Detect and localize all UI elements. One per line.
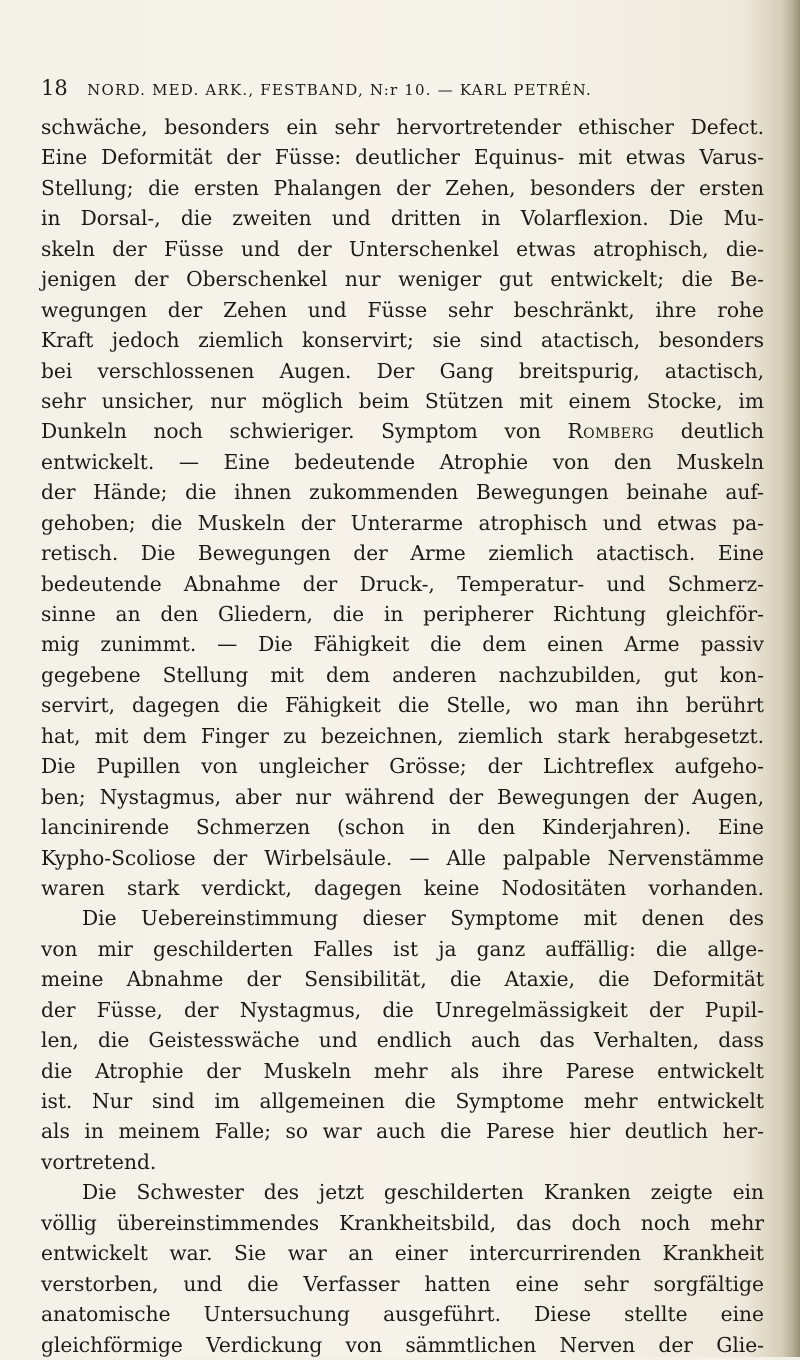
page-edge-shadow <box>782 0 800 1357</box>
text-line: entwickelt war. Sie war an einer intercurrirenden Krankheit <box>41 1241 764 1266</box>
text-line: mig zunimmt. — Die Fähigkeit die dem einen Arme passiv <box>41 632 764 657</box>
text-line: sinne an den Gliedern, die in peripherer Richtung gleichför- <box>41 602 764 626</box>
text-line: wegungen der Zehen und Füsse sehr beschränkt, ihre rohe <box>41 297 764 322</box>
text-line: die Atrophie der Muskeln mehr als ihre Parese entwickelt <box>41 1058 764 1083</box>
text-line-paragraph-start: Die Schwester des jetzt geschilderten Kranken zeigte ein <box>82 1180 764 1205</box>
text-line: Kypho-Scoliose der Wirbelsäule. — Alle palpable Nervenstämme <box>41 845 764 870</box>
text-line: ben; Nystagmus, aber nur während der Bewegungen der Augen, <box>41 784 764 809</box>
text-line-paragraph-start: Die Uebereinstimmung dieser Symptome mit denen des <box>82 906 764 931</box>
text-line: gegebene Stellung mit dem anderen nachzubilden, gut kon- <box>41 662 764 687</box>
text-line: gleichförmige Verdickung von sämmtlichen Nerven der Glie- <box>41 1332 764 1357</box>
text-line: servirt, dagegen die Fähigkeit die Stelle, wo man ihn berührt <box>41 693 764 718</box>
text-line: lancinirende Schmerzen (schon in den Kinderjahren). Eine <box>41 815 764 840</box>
text-line: schwäche, besonders ein sehr hervortretender ethischer Defect. <box>41 115 764 139</box>
text-line: hat, mit dem Finger zu bezeichnen, ziemlich stark herabgesetzt. <box>41 723 764 748</box>
text-line: ist. Nur sind im allgemeinen die Symptome mehr entwickelt <box>41 1089 764 1113</box>
text-line: Die Pupillen von ungleicher Grösse; der Lichtreflex aufgeho- <box>41 754 764 779</box>
page-number: 18 <box>41 76 68 100</box>
running-head-text: NORD. MED. ARK., FESTBAND, N:r 10. — KARL PETRÉN. <box>87 81 592 99</box>
text-line: len, die Geistesswäche und endlich auch das Verhalten, dass <box>41 1028 764 1053</box>
text-line: bedeutende Abnahme der Druck-, Temperatur- und Schmerz- <box>41 571 764 596</box>
text-line: als in meinem Falle; so war auch die Parese hier deutlich her- <box>41 1119 764 1144</box>
text-line: jenigen der Oberschenkel nur weniger gut entwickelt; die Be- <box>41 267 764 292</box>
text-line: der Hände; die ihnen zukommenden Bewegungen beinahe auf- <box>41 480 764 505</box>
text-line: Eine Deformität der Füsse: deutlicher Equinus- mit etwas Varus- <box>41 145 764 170</box>
text-line: meine Abnahme der Sensibilität, die Ataxie, die Deformität <box>41 967 764 992</box>
text-line: von mir geschilderten Falles ist ja ganz auffällig: die allge- <box>41 936 764 961</box>
text-line: sehr unsicher, nur möglich beim Stützen mit einem Stocke, im <box>41 388 764 413</box>
text-fragment: Dunkeln noch schwieriger. Symptom von <box>41 419 568 444</box>
running-header <box>41 76 761 106</box>
text-line: skeln der Füsse und der Unterschenkel etwas atrophisch, die- <box>41 236 764 261</box>
text-line: retisch. Die Bewegungen der Arme ziemlich atactisch. Eine <box>41 541 764 566</box>
text-line: in Dorsal-, die zweiten und dritten in Volarflexion. Die Mu- <box>41 206 764 231</box>
text-line-paragraph-end: vortretend. <box>41 1149 157 1174</box>
text-line: der Füsse, der Nystagmus, die Unregelmässigkeit der Pupil- <box>41 997 764 1022</box>
text-line: verstorben, und die Verfasser hatten eine sehr sorgfältige <box>41 1271 764 1296</box>
text-line: Stellung; die ersten Phalangen der Zehen, besonders der ersten <box>41 175 764 200</box>
text-line: Kraft jedoch ziemlich konservirt; sie sind atactisch, besonders <box>41 328 764 353</box>
text-line: bei verschlossenen Augen. Der Gang breitspurig, atactisch, <box>41 358 764 383</box>
author-name-romberg: Romberg <box>567 419 655 444</box>
text-fragment: deutlich <box>654 419 764 444</box>
text-line: gehoben; die Muskeln der Unterarme atrophisch und etwas pa- <box>41 510 764 535</box>
text-line: waren stark verdickt, dagegen keine Nodositäten vorhanden. <box>41 875 764 900</box>
text-line: entwickelt. — Eine bedeutende Atrophie von den Muskeln <box>41 449 764 474</box>
body-text <box>41 112 764 1360</box>
text-line: anatomische Untersuchung ausgeführt. Diese stellte eine <box>41 1302 764 1327</box>
text-line: völlig übereinstimmendes Krankheitsbild, das doch noch mehr <box>41 1210 764 1235</box>
text-line-romberg <box>41 416 764 446</box>
